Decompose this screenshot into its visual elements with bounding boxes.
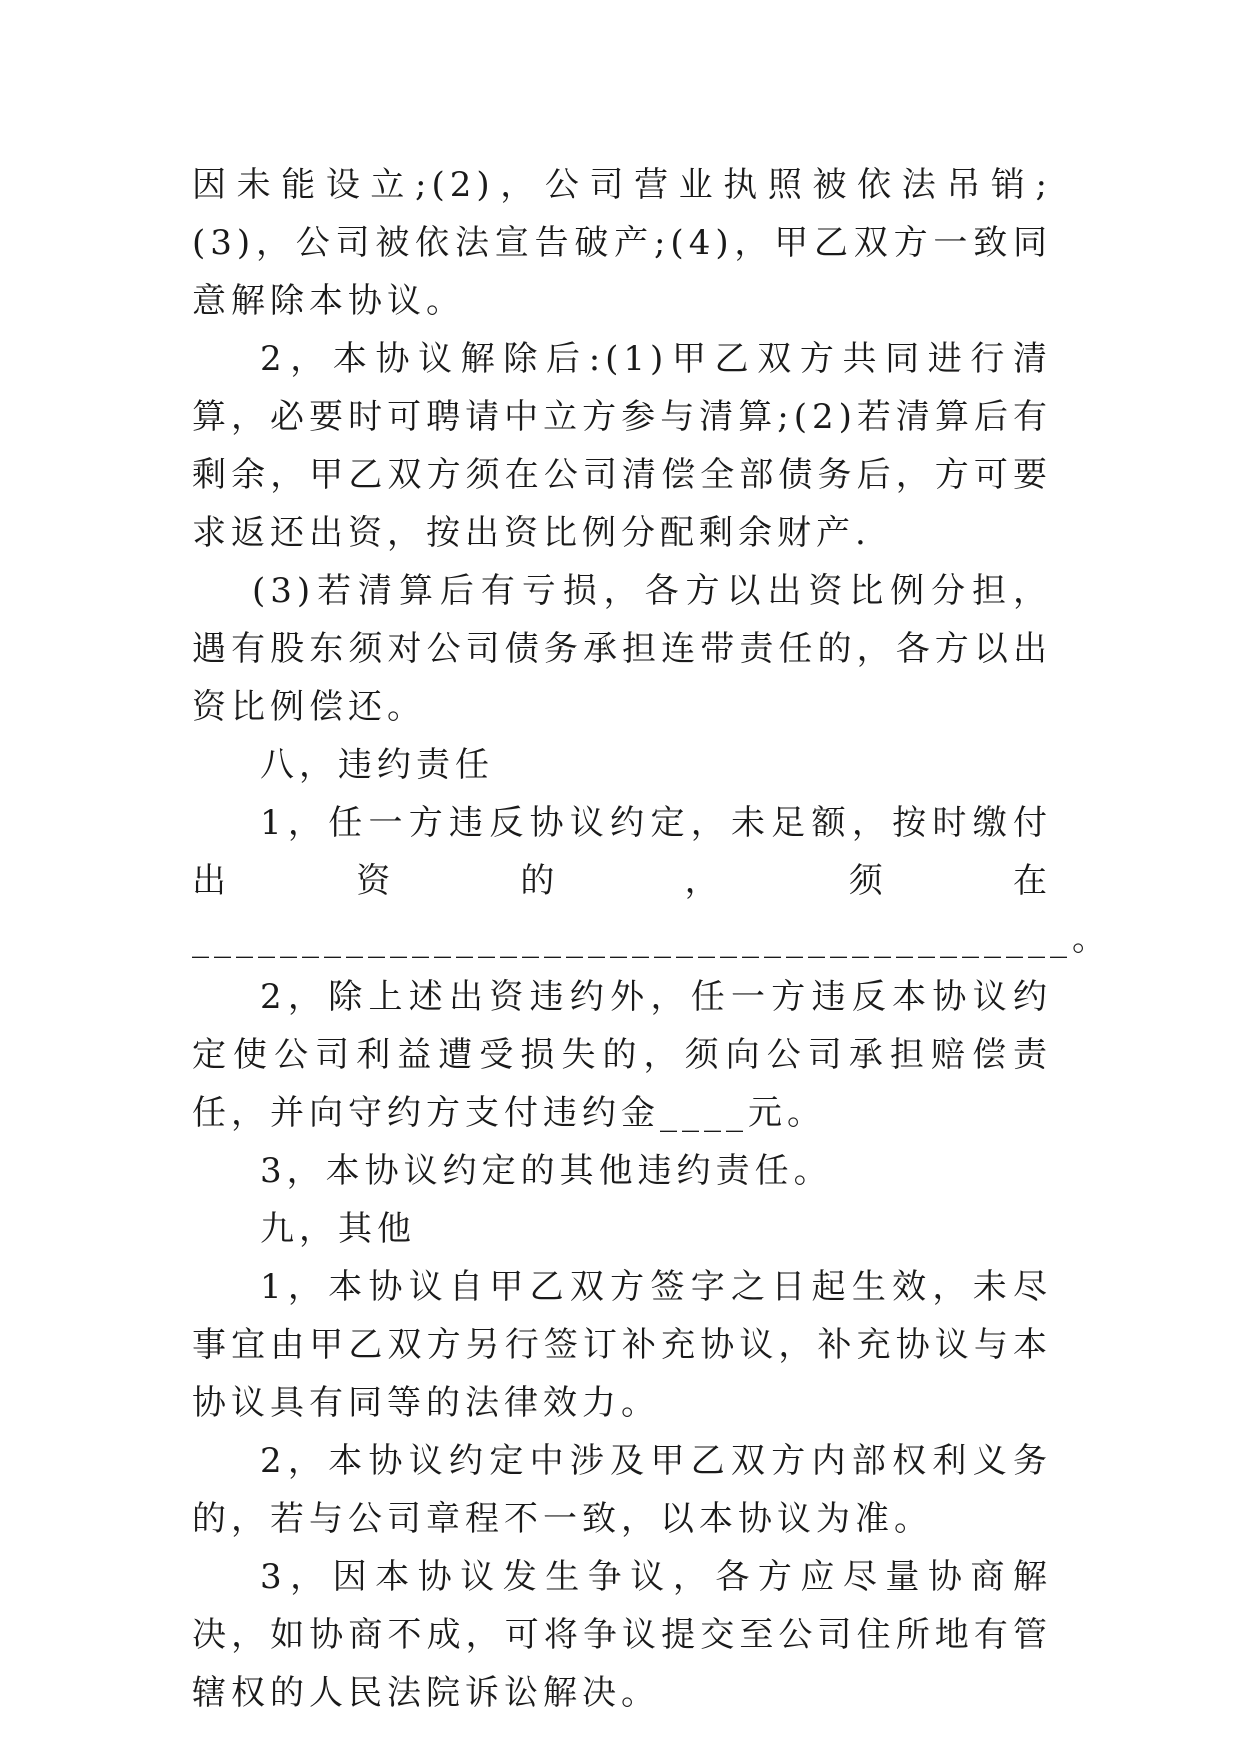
paragraph-dissolution-conditions: 因未能设立;(2)，公司营业执照被依法吊销;(3)，公司被依法宣告破产;(4)，甲乙双方一致同意解除本协议。 xyxy=(192,165,1052,321)
paragraph-breach-capital: 1，任一方违反协议约定，未足额，按时缴付出资的，须在________________________________________。 xyxy=(192,803,1111,959)
paragraph-effectiveness: 1，本协议自甲乙双方签字之日起生效，未尽事宜由甲乙双方另行签订补充协议，补充协议与本协议具有同等的法律效力。 xyxy=(192,1267,1052,1423)
section-heading-breach-liability: 八，违约责任 xyxy=(260,745,494,785)
section-heading-other: 九，其他 xyxy=(260,1209,416,1249)
paragraph-breach-other: 3，本协议约定的其他违约责任。 xyxy=(260,1151,833,1191)
document-body xyxy=(192,156,1111,1722)
paragraph-loss-sharing: (3)若清算后有亏损，各方以出资比例分担，遇有股东须对公司债务承担连带责任的，各方以出资比例偿还。 xyxy=(192,571,1052,727)
paragraph-dispute-resolution: 3，因本协议发生争议，各方应尽量协商解决，如协商不成，可将争议提交至公司住所地有管辖权的人民法院诉讼解决。 xyxy=(192,1557,1052,1713)
paragraph-precedence: 2，本协议约定中涉及甲乙双方内部权利义务的，若与公司章程不一致，以本协议为准。 xyxy=(192,1441,1052,1539)
paragraph-breach-damages: 2，除上述出资违约外，任一方违反本协议约定使公司利益遭受损失的，须向公司承担赔偿责任，并向守约方支付违约金____元。 xyxy=(192,977,1052,1133)
paragraph-liquidation: 2，本协议解除后:(1)甲乙双方共同进行清算，必要时可聘请中立方参与清算;(2)若清算后有剩余，甲乙双方须在公司清偿全部债务后，方可要求返还出资，按出资比例分配剩余财产. xyxy=(192,339,1052,553)
